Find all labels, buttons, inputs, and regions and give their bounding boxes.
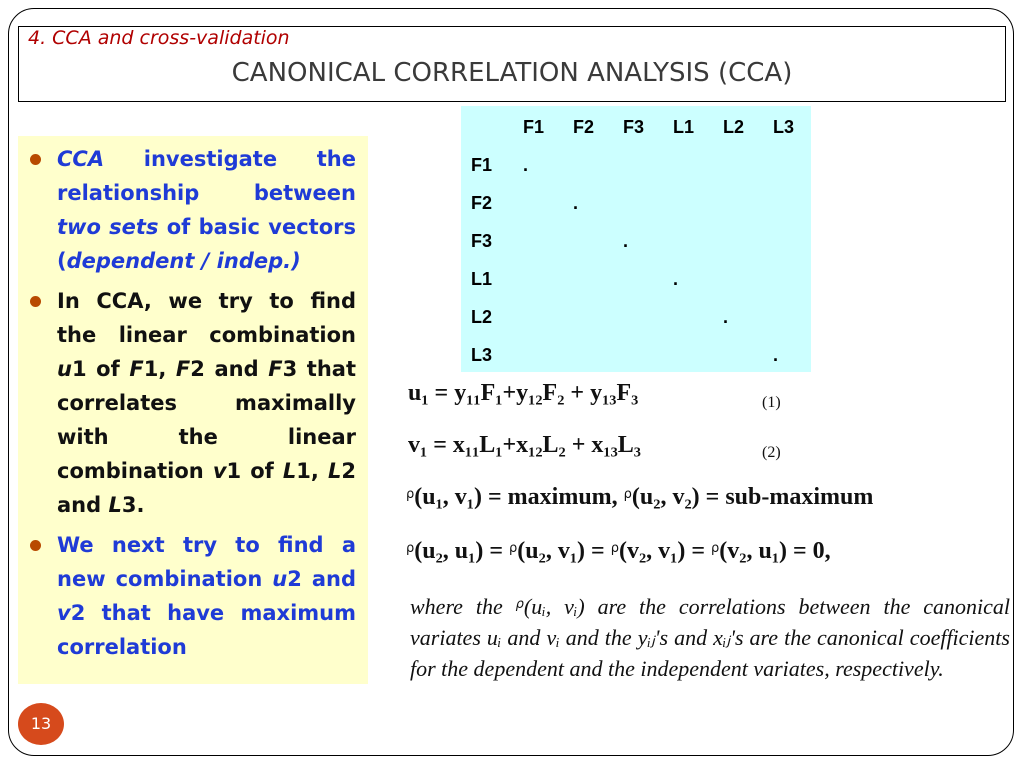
matrix-diag-cell: . [623, 230, 629, 251]
matrix-cell [523, 184, 573, 222]
rho-symbol: ρ [515, 597, 524, 612]
matrix-cell [673, 184, 723, 222]
text: 3. [121, 493, 145, 517]
text: of basic vectors ( [57, 215, 356, 273]
text: 1, [296, 459, 328, 483]
matrix-cell [773, 260, 823, 298]
note-text: (uᵢ, vᵢ) are the correlations between the canonical variates uᵢ and vᵢ and the yᵢⱼ's and xᵢⱼ's are the canonical coefficients for the dependent and the independent variates, respectively. [410, 594, 1010, 681]
matrix-col-header: L3 [773, 116, 795, 137]
matrix-col-header: F3 [623, 116, 645, 137]
var: u [272, 567, 288, 591]
matrix-cell [573, 298, 623, 336]
var: F [129, 357, 144, 381]
equation-number-2: (2) [762, 444, 781, 461]
matrix-row-header: F1 [471, 154, 493, 175]
matrix-cell [723, 222, 773, 260]
term-dependent-indep: dependent / indep.) [66, 249, 301, 273]
matrix-cell [523, 222, 573, 260]
matrix-diag-cell: . [673, 268, 679, 289]
matrix-cell [773, 184, 823, 222]
rho-symbol: ρ [406, 487, 415, 502]
equation-maximum [406, 484, 873, 511]
eq-part: (u₂, u₁) = [414, 538, 510, 564]
matrix-cell [573, 146, 623, 184]
text: 2 and [287, 567, 356, 591]
rho-symbol: ρ [623, 487, 632, 502]
var: L [282, 459, 297, 483]
bullet-item-linear-combination [30, 284, 356, 522]
text: 2 and [57, 459, 356, 517]
matrix-cell [623, 184, 673, 222]
text: 1 of [71, 357, 130, 381]
matrix-cell [673, 336, 723, 374]
matrix-cell [673, 222, 723, 260]
section-label: 4. CCA and cross-validation [28, 27, 290, 49]
rho-symbol: ρ [711, 541, 720, 556]
text: 3 that correlates maximally with the linear combination [57, 357, 357, 483]
matrix-col-header: F2 [573, 116, 595, 137]
matrix-cell [623, 298, 673, 336]
matrix-diag-cell: . [573, 192, 579, 213]
bullet-dot-icon [30, 540, 41, 551]
matrix-cell [573, 222, 623, 260]
matrix-cell [523, 298, 573, 336]
text: We next try to find a new combination [57, 533, 356, 591]
text: 2 and [190, 357, 269, 381]
bullet-list [30, 142, 356, 670]
matrix-col-header: L1 [673, 116, 695, 137]
matrix-cell [523, 260, 573, 298]
matrix-row [461, 146, 823, 184]
text: 1 of [226, 459, 283, 483]
equation-v1: v₁ = x₁₁L₁+x₁₂L₂ + x₁₃L₃ [408, 432, 642, 458]
var: L [327, 459, 342, 483]
matrix-diag-cell: . [773, 344, 779, 365]
matrix-col-header: L2 [723, 116, 745, 137]
matrix-row [461, 260, 823, 298]
matrix-cell [623, 146, 673, 184]
matrix-cell [573, 260, 623, 298]
var: L [108, 493, 122, 517]
page-number-badge: 13 [18, 703, 64, 745]
text: investigate the relationship between [57, 147, 356, 205]
matrix-row-header: F2 [471, 192, 493, 213]
matrix-cell [723, 184, 773, 222]
equation-u1: u₁ = y₁₁F₁+y₁₂F₂ + y₁₃F₃ [408, 380, 639, 406]
matrix-corner [461, 108, 523, 146]
term-cca: CCA [57, 147, 105, 171]
matrix-row-header: L2 [471, 306, 493, 327]
eq-part: (v₂, v₁) = [618, 538, 712, 564]
matrix-cell [773, 298, 823, 336]
equation-number-1: (1) [762, 394, 781, 411]
var: v [57, 601, 71, 625]
text: 1, [143, 357, 176, 381]
matrix-diag-cell: . [723, 306, 729, 327]
matrix-row [461, 298, 823, 336]
bullet-item-next-combination [30, 528, 356, 664]
matrix-cell [573, 336, 623, 374]
matrix-row [461, 184, 823, 222]
matrix-row-header: L1 [471, 268, 493, 289]
var: u [57, 357, 72, 381]
equation-zero-correlations [406, 538, 831, 565]
matrix-cell [773, 222, 823, 260]
matrix-header-row [461, 108, 823, 146]
term-two-sets: two sets [57, 215, 159, 239]
matrix-row-header: F3 [471, 230, 493, 251]
matrix-cell [723, 146, 773, 184]
matrix-diag-cell: . [523, 154, 529, 175]
slide-title: CANONICAL CORRELATION ANALYSIS (CCA) [231, 58, 793, 88]
var: F [175, 357, 191, 381]
text: In CCA, we try to find the linear combination [57, 289, 356, 347]
text: 2 that have maximum correlation [57, 601, 356, 659]
matrix-row-header: L3 [471, 344, 493, 365]
matrix-cell [623, 260, 673, 298]
matrix-row [461, 222, 823, 260]
eq-part: (v₂, u₁) = 0, [719, 538, 831, 564]
eq-part: (u₂, v₁) = [517, 538, 611, 564]
correlation-matrix [461, 108, 823, 374]
matrix-cell [773, 146, 823, 184]
matrix-cell [723, 260, 773, 298]
matrix-cell [623, 336, 673, 374]
matrix-cell [673, 298, 723, 336]
matrix-row [461, 336, 823, 374]
eq-part: (u₁, v₁) = maximum, [414, 484, 624, 510]
explanation-note [410, 589, 1010, 684]
bullet-item-cca [30, 142, 356, 278]
matrix-cell [523, 336, 573, 374]
matrix-cell [673, 146, 723, 184]
rho-symbol: ρ [610, 541, 619, 556]
var: F [268, 357, 283, 381]
var: v [212, 459, 227, 483]
note-text: where the [410, 594, 516, 619]
matrix-col-header: F1 [523, 116, 545, 137]
matrix-cell [723, 336, 773, 374]
bullet-dot-icon [30, 154, 41, 165]
rho-symbol: ρ [406, 541, 415, 556]
eq-part: (u₂, v₂) = sub-maximum [631, 484, 874, 510]
bullet-dot-icon [30, 296, 41, 307]
rho-symbol: ρ [509, 541, 518, 556]
